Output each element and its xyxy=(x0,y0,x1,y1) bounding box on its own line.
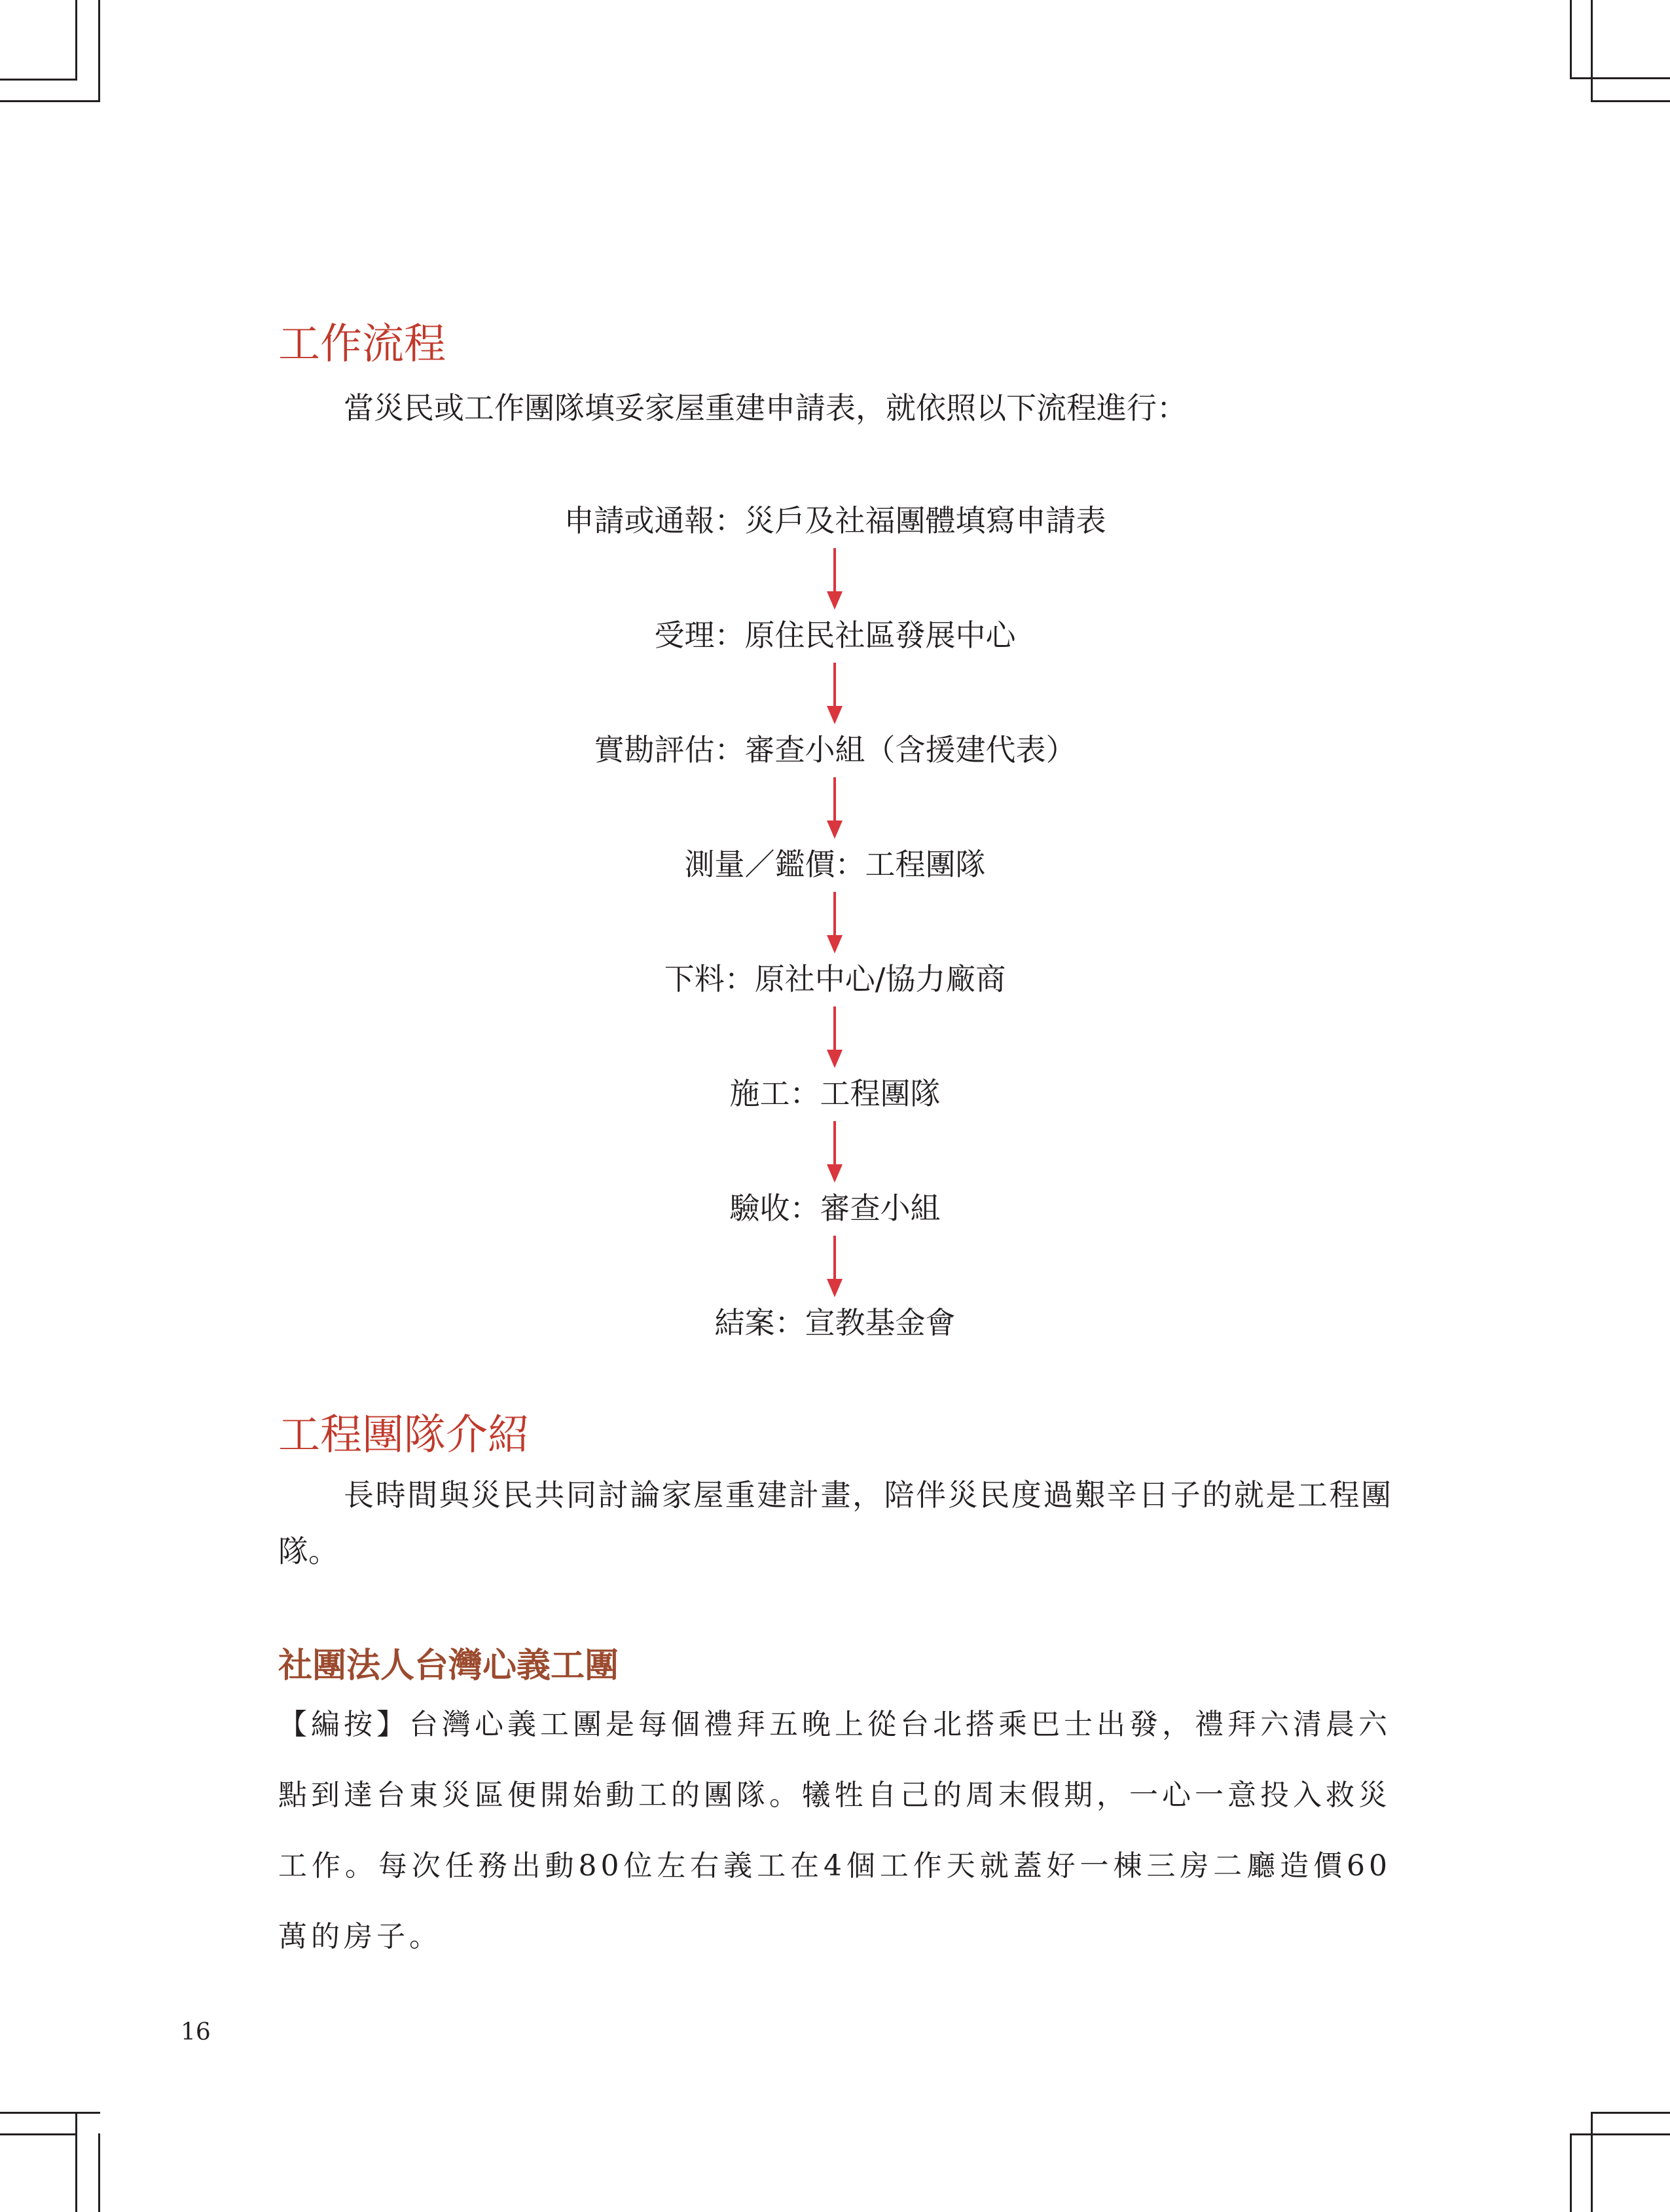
crop-mark-top-right xyxy=(1570,77,1670,79)
flow-step: 測量／鑑價：工程團隊 xyxy=(684,847,986,882)
flow-step: 受理：原住民社區發展中心 xyxy=(654,618,1016,653)
flow-arrow-down-icon xyxy=(825,777,844,840)
flow-arrow-down-icon xyxy=(825,892,844,955)
crop-mark-bottom-right xyxy=(1570,2133,1572,2212)
crop-mark-top-left xyxy=(98,0,100,101)
section-heading-engineering-team: 工程團隊介紹 xyxy=(278,1411,530,1460)
crop-mark-top-left xyxy=(0,79,75,81)
crop-mark-bottom-left xyxy=(98,2133,100,2212)
flow-arrow-down-icon xyxy=(825,1006,844,1069)
flow-step: 驗收：審查小組 xyxy=(729,1190,941,1226)
subsection-heading-volunteer-group: 社團法人台灣心義工團 xyxy=(278,1646,619,1686)
crop-mark-bottom-left xyxy=(0,2112,100,2114)
flow-step: 下料：原社中心/協力廠商 xyxy=(664,961,1006,997)
crop-mark-bottom-left xyxy=(75,2112,77,2212)
workflow-intro: 當災民或工作團隊填妥家屋重建申請表，就依照以下流程進行： xyxy=(344,390,1187,426)
crop-mark-bottom-right xyxy=(1570,2133,1670,2135)
crop-mark-top-right xyxy=(1570,0,1572,79)
crop-mark-top-right xyxy=(1591,0,1593,101)
crop-mark-bottom-right xyxy=(1591,2112,1593,2212)
page-number: 16 xyxy=(181,2019,211,2046)
flow-arrow-down-icon xyxy=(825,1236,844,1299)
flow-step: 結案：宣教基金會 xyxy=(714,1305,956,1340)
crop-mark-top-left xyxy=(75,0,77,81)
crop-mark-top-left xyxy=(0,100,100,102)
crop-mark-bottom-left xyxy=(0,2133,77,2135)
flow-step: 實勘評估：審查小組（含援建代表） xyxy=(594,732,1076,767)
section-heading-workflow: 工作流程 xyxy=(278,320,446,369)
crop-mark-top-right xyxy=(1591,100,1670,102)
crop-mark-bottom-right xyxy=(1591,2112,1670,2114)
flow-step: 申請或通報：災戶及社福團體填寫申請表 xyxy=(564,503,1106,538)
editor-note: 【編按】台灣心義工團是每個禮拜五晚上從台北搭乘巴士出發，禮拜六清晨六點到達台東災區便開始動工的團隊。犧牲自己的周末假期，一心一意投入救災工作。每次任務出動80位左右義工在4個工作天就蓋好一棟三房二廳造價60萬的房子。 xyxy=(278,1708,1391,1953)
flow-step: 施工：工程團隊 xyxy=(729,1076,941,1111)
engineering-team-paragraph: 長時間與災民共同討論家屋重建計畫，陪伴災民度過艱辛日子的就是工程團隊。 xyxy=(278,1477,1391,1569)
flow-arrow-down-icon xyxy=(825,548,844,611)
flow-arrow-down-icon xyxy=(825,663,844,726)
flow-arrow-down-icon xyxy=(825,1121,844,1184)
